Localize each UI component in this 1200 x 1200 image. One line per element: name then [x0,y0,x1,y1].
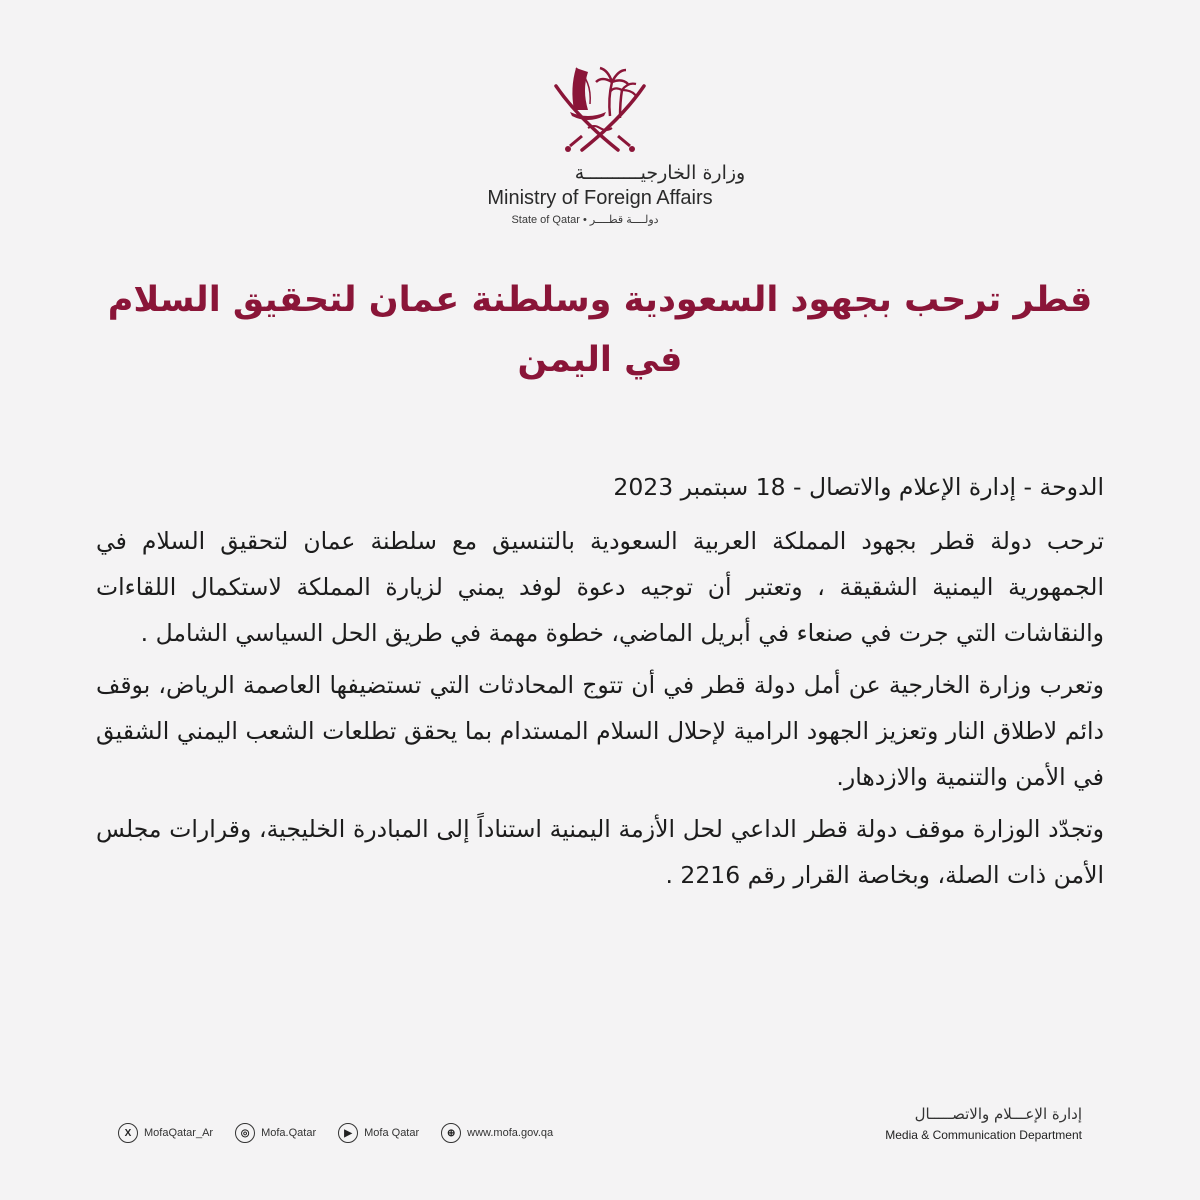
footer-link-website[interactable] [441,1123,553,1143]
department-name-arabic: إدارة الإعـــلام والاتصـــــال [914,1105,1082,1123]
globe-icon: ⊕ [441,1123,461,1143]
paragraph-3: وتجدّد الوزارة موقف دولة قطر الداعي لحل الأزمة اليمنية استناداً إلى المبادرة الخليجية، وقرارات مجلس الأمن ذات الصلة، وبخاصة القرار رقم 2216 . [96,815,1104,889]
ministry-name-english: Ministry of Foreign Affairs [487,187,713,209]
state-of-qatar-line: State of Qatar • دولــــة قطــــر [511,214,659,226]
paragraph-1: ترحب دولة قطر بجهود المملكة العربية السعودية بالتنسيق مع سلطنة عمان لتحقيق السلام في الجمهورية اليمنية الشقيقة ، وتعتبر أن توجيه دعوة لوفد يمني لزيارة المملكة لاستكمال اللقاءات والنقاشات التي جرت في صنعاء في أبريل الماضي، خطوة مهمة في طريق الحل السياسي الشامل . [96,527,1104,647]
ministry-logo-text [430,160,770,230]
footer-link-youtube[interactable] [338,1123,419,1143]
footer-link-label: www.mofa.gov.qa [467,1127,554,1139]
footer-link-instagram[interactable] [235,1123,316,1143]
dateline: الدوحة - إدارة الإعلام والاتصال - 18 سبتمبر 2023 [613,473,1104,501]
footer-link-label: Mofa.Qatar [261,1127,317,1139]
instagram-icon: ◎ [235,1123,255,1143]
footer-link-label: MofaQatar_Ar [144,1127,214,1139]
press-release-headline [80,270,1120,390]
x-icon: X [118,1123,138,1143]
qatar-emblem-icon [548,58,652,158]
footer-social-links [118,1120,553,1146]
department-signature [885,1102,1082,1144]
department-name-english: Media & Communication Department [885,1128,1082,1142]
youtube-icon: ▶ [338,1123,358,1143]
ministry-name-arabic: وزارة الخارجيــــــــــة [574,162,746,184]
footer-link-x[interactable] [118,1123,213,1143]
footer-link-label: Mofa Qatar [364,1127,420,1139]
headline-line-1: قطر ترحب بجهود السعودية وسلطنة عمان لتحقيق السلام [107,280,1093,320]
headline-line-2: في اليمن [517,340,683,380]
press-release-body [96,464,1104,904]
paragraph-2: وتعرب وزارة الخارجية عن أمل دولة قطر في أن تتوج المحادثات التي تستضيفها العاصمة الرياض، بوقف دائم لاطلاق النار وتعزيز الجهود الرامية لإحلال السلام المستدام بما يحقق تطلعات الشعب اليمني الشقيق في الأمن والتنمية والازدهار. [96,671,1104,791]
